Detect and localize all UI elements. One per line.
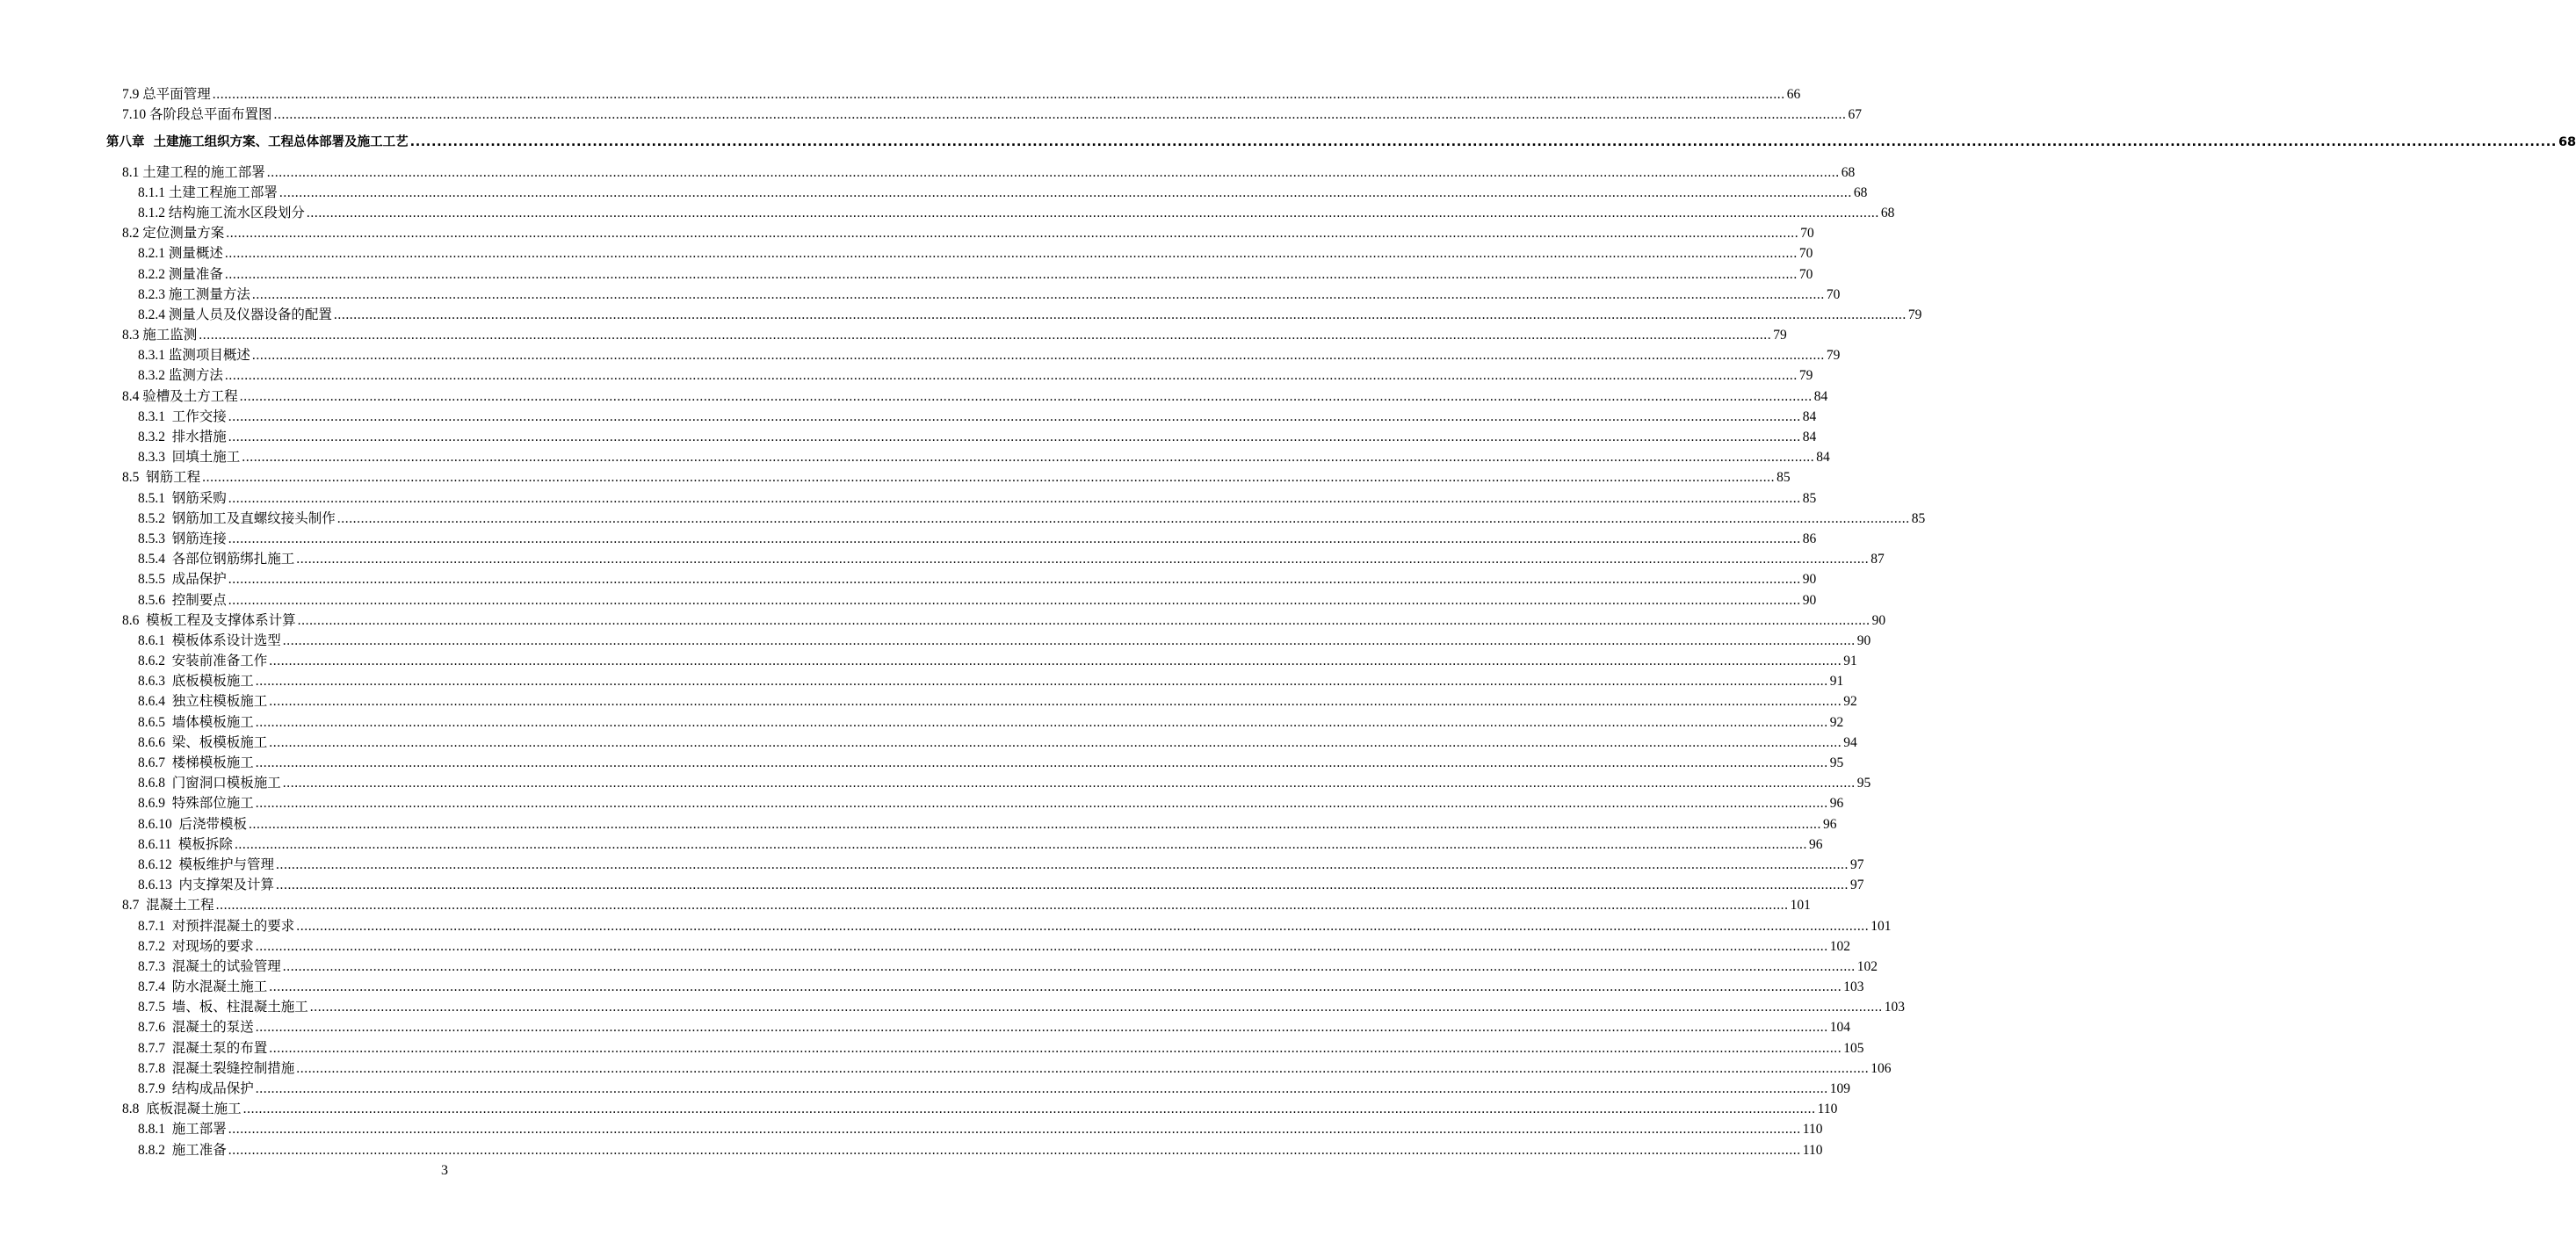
toc-entry-title: 8.6.2 安装前准备工作 (138, 654, 268, 669)
toc-entry-page: 87 (1870, 552, 1885, 567)
toc-entry-title: 8.6.6 梁、板模板施工 (138, 734, 268, 750)
toc-entry-title: 8.1.1 土建工程施工部署 (138, 184, 278, 200)
toc-dot-leader: ................................................................................................................................................................................................................................................................................................................................................................................................................ (282, 632, 1856, 648)
toc-dot-leader: ................................................................................................................................................................................................................................................................................................................................................................................................................ (269, 654, 1842, 669)
toc-entry[interactable] (0, 426, 1817, 446)
toc-entry-page: 90 (1802, 592, 1817, 608)
toc-entry-title: 8.5.2 钢筋加工及直螺纹接头制作 (138, 510, 336, 526)
toc-entry[interactable] (0, 1016, 1851, 1037)
toc-entry-page: 70 (1798, 246, 1813, 262)
toc-entry[interactable] (0, 936, 1851, 956)
toc-entry-title: 8.3.1 工作交接 (138, 408, 227, 424)
toc-entry-page: 85 (1776, 470, 1791, 486)
toc-entry-title: 8.7.7 混凝土泵的布置 (138, 1040, 268, 1056)
toc-entry-page: 97 (1850, 878, 1864, 893)
toc-entry-page: 109 (1829, 1081, 1851, 1096)
toc-entry-title: 8.7.1 对预拌混凝土的要求 (138, 918, 295, 934)
toc-entry-title: 8.7 混凝土工程 (122, 898, 214, 914)
toc-dot-leader: ................................................................................................................................................................................................................................................................................................................................................................................................................ (282, 958, 1856, 974)
toc-entry[interactable] (0, 568, 1817, 589)
toc-entry-title: 8.7.5 墙、板、柱混凝土施工 (138, 1000, 308, 1015)
toc-entry-page: 95 (1829, 755, 1844, 770)
toc-entry-page: 68 (2558, 135, 2576, 150)
toc-entry[interactable] (0, 508, 1926, 528)
toc-entry-page: 97 (1850, 856, 1864, 872)
toc-entry-title: 8.5 钢筋工程 (122, 470, 201, 486)
toc-entry-page: 84 (1816, 450, 1830, 466)
toc-entry-title: 8.7.3 混凝土的试验管理 (138, 958, 281, 974)
toc-entry-title: 8.6.12 模板维护与管理 (138, 856, 275, 872)
toc-entry[interactable] (0, 487, 1817, 507)
toc-chapter-entry[interactable] (0, 124, 2576, 161)
toc-dot-leader: ................................................................................................................................................................................................................................................................................................................................................................................................................ (255, 1020, 1828, 1036)
toc-entry-title: 8.6.11 模板拆除 (138, 836, 233, 852)
toc-dot-leader: ................................................................................................................................................................................................................................................................................................................................................................................................................ (409, 135, 2557, 150)
toc-entry-title: 8.7.4 防水混凝土施工 (138, 979, 268, 995)
toc-entry-title: 8.2.3 施工测量方法 (138, 286, 250, 302)
toc-dot-leader: ................................................................................................................................................................................................................................................................................................................................................................................................................ (228, 408, 1801, 424)
toc-dot-leader: ................................................................................................................................................................................................................................................................................................................................................................................................................ (228, 490, 1801, 506)
toc-entry-page: 84 (1813, 388, 1828, 404)
toc-entry-title: 8.3.2 排水措施 (138, 430, 227, 444)
toc-entry[interactable] (0, 914, 1892, 935)
toc-dot-leader: ................................................................................................................................................................................................................................................................................................................................................................................................................ (255, 755, 1828, 770)
toc-dot-leader: ................................................................................................................................................................................................................................................................................................................................................................................................................ (255, 1081, 1828, 1096)
toc-entry[interactable] (0, 161, 1856, 181)
toc-entry-page: 92 (1843, 694, 1857, 710)
toc-entry-page: 91 (1829, 674, 1844, 690)
toc-entry-page: 103 (1843, 979, 1864, 995)
toc-entry-page: 84 (1802, 430, 1817, 444)
toc-dot-leader: ................................................................................................................................................................................................................................................................................................................................................................................................................ (269, 1040, 1842, 1056)
toc-dot-leader: ................................................................................................................................................................................................................................................................................................................................................................................................................ (234, 836, 1807, 852)
toc-dot-leader: ................................................................................................................................................................................................................................................................................................................................................................................................................ (228, 430, 1801, 444)
toc-entry-page: 90 (1856, 632, 1871, 648)
toc-entry[interactable] (0, 752, 1844, 772)
toc-entry-page: 67 (1848, 107, 1863, 123)
toc-entry-page: 85 (1911, 510, 1926, 526)
toc-entry-page: 90 (1871, 612, 1886, 628)
toc-entry-title: 8.5.3 钢筋连接 (138, 531, 227, 546)
toc-entry-title: 8.7.9 结构成品保护 (138, 1081, 254, 1096)
toc-entry-page: 94 (1843, 734, 1857, 750)
toc-dot-leader: ................................................................................................................................................................................................................................................................................................................................................................................................................ (249, 816, 1822, 832)
toc-entry-title: 8.8 底板混凝土施工 (122, 1102, 242, 1117)
toc-entry[interactable] (0, 690, 1857, 711)
toc-entry-page: 91 (1843, 654, 1857, 669)
toc-entry[interactable] (0, 996, 1906, 1016)
toc-entry-title: 8.6.4 独立柱模板施工 (138, 694, 268, 710)
toc-entry[interactable] (0, 83, 1801, 104)
toc-dot-leader: ................................................................................................................................................................................................................................................................................................................................................................................................................ (269, 694, 1842, 710)
toc-entry[interactable] (0, 1058, 1892, 1078)
toc-dot-leader: ................................................................................................................................................................................................................................................................................................................................................................................................................ (309, 1000, 1883, 1015)
toc-dot-leader: ................................................................................................................................................................................................................................................................................................................................................................................................................ (306, 205, 1879, 220)
toc-dot-leader: ................................................................................................................................................................................................................................................................................................................................................................................................................ (333, 307, 1907, 322)
toc-entry-title: 8.1.2 结构施工流水区段划分 (138, 205, 305, 220)
toc-entry-page: 79 (1798, 368, 1813, 384)
toc-dot-leader: ................................................................................................................................................................................................................................................................................................................................................................................................................ (282, 776, 1856, 791)
toc-entry[interactable] (0, 365, 1813, 385)
toc-entry[interactable] (0, 792, 1844, 813)
toc-dot-leader: ................................................................................................................................................................................................................................................................................................................................................................................................................ (199, 328, 1772, 343)
toc-entry[interactable] (0, 894, 1811, 914)
toc-dot-leader: ................................................................................................................................................................................................................................................................................................................................................................................................................ (228, 531, 1801, 546)
toc-dot-leader: ................................................................................................................................................................................................................................................................................................................................................................................................................ (202, 470, 1776, 486)
toc-entry-title: 8.3.3 回填土施工 (138, 450, 241, 466)
toc-entry-title: 8.7.2 对现场的要求 (138, 938, 254, 954)
toc-entry-title: 8.8.1 施工部署 (138, 1122, 227, 1138)
toc-entry[interactable] (0, 304, 1922, 324)
toc-entry-page: 96 (1829, 796, 1844, 812)
toc-dot-leader: ................................................................................................................................................................................................................................................................................................................................................................................................................ (273, 107, 1847, 123)
toc-dot-leader: ................................................................................................................................................................................................................................................................................................................................................................................................................ (226, 226, 1799, 242)
toc-dot-leader: ................................................................................................................................................................................................................................................................................................................................................................................................................ (228, 592, 1801, 608)
toc-dot-leader: ................................................................................................................................................................................................................................................................................................................................................................................................................ (269, 979, 1842, 995)
toc-entry-page: 95 (1856, 776, 1871, 791)
toc-entry[interactable] (0, 854, 1864, 874)
toc-entry[interactable] (0, 650, 1857, 670)
toc-entry[interactable] (0, 732, 1857, 752)
toc-entry[interactable] (0, 670, 1844, 690)
toc-entry-page: 110 (1817, 1102, 1838, 1117)
toc-entry[interactable] (0, 406, 1817, 426)
toc-entry-title: 7.10 各阶段总平面布置图 (122, 107, 272, 123)
toc-entry-page: 92 (1829, 714, 1844, 730)
toc-entry[interactable] (0, 466, 1791, 487)
toc-dot-leader: ................................................................................................................................................................................................................................................................................................................................................................................................................ (215, 898, 1789, 914)
toc-entry-title: 8.7.8 混凝土裂缝控制措施 (138, 1060, 295, 1076)
toc-entry-title: 8.6.13 内支撑架及计算 (138, 878, 275, 893)
toc-entry[interactable] (0, 1078, 1851, 1098)
toc-entry[interactable] (0, 976, 1864, 996)
toc-entry-title: 8.6.1 模板体系设计选型 (138, 632, 281, 648)
toc-entry-title: 8.3.2 监测方法 (138, 368, 223, 384)
toc-entry-title: 8.5.1 钢筋采购 (138, 490, 227, 506)
toc-dot-leader: ................................................................................................................................................................................................................................................................................................................................................................................................................ (255, 796, 1828, 812)
toc-entry-page: 79 (1907, 307, 1922, 322)
toc-entry[interactable] (0, 1098, 1838, 1118)
toc-dot-leader: ................................................................................................................................................................................................................................................................................................................................................................................................................ (212, 87, 1785, 103)
toc-dot-leader: ................................................................................................................................................................................................................................................................................................................................................................................................................ (276, 878, 1849, 893)
toc-entry[interactable] (0, 344, 1841, 365)
toc-entry[interactable] (0, 202, 1895, 222)
toc-entry-page: 110 (1802, 1142, 1823, 1158)
toc-entry-page: 70 (1798, 266, 1813, 282)
toc-entry-page: 90 (1802, 572, 1817, 588)
toc-dot-leader: ................................................................................................................................................................................................................................................................................................................................................................................................................ (242, 450, 1815, 466)
toc-entry-title: 8.1 土建工程的施工部署 (122, 164, 265, 180)
toc-entry-page: 66 (1786, 87, 1801, 103)
toc-entry-title: 8.6.7 楼梯模板施工 (138, 755, 254, 770)
toc-entry[interactable] (0, 834, 1823, 854)
toc-entry-title: 8.6.10 后浇带模板 (138, 816, 248, 832)
toc-entry-page: 96 (1823, 816, 1837, 832)
toc-dot-leader: ................................................................................................................................................................................................................................................................................................................................................................................................................ (224, 266, 1798, 282)
toc-entry[interactable] (0, 711, 1844, 731)
toc-dot-leader: ................................................................................................................................................................................................................................................................................................................................................................................................................ (255, 714, 1828, 730)
toc-entry[interactable] (0, 263, 1813, 283)
toc-entry[interactable] (0, 104, 1863, 124)
toc-entry-page: 85 (1802, 490, 1817, 506)
toc-entry-title: 8.7.6 混凝土的泵送 (138, 1020, 254, 1036)
toc-entry-page: 79 (1773, 328, 1787, 343)
toc-entry[interactable] (0, 772, 1871, 792)
toc-dot-leader: ................................................................................................................................................................................................................................................................................................................................................................................................................ (296, 918, 1870, 934)
toc-dot-leader: ................................................................................................................................................................................................................................................................................................................................................................................................................ (228, 1142, 1801, 1158)
toc-entry-title: 8.2 定位测量方案 (122, 226, 225, 242)
toc-entry-page: 102 (1856, 958, 1878, 974)
toc-entry-page: 70 (1800, 226, 1814, 242)
toc-entry-title: 8.2.2 测量准备 (138, 266, 223, 282)
toc-entry[interactable] (0, 813, 1837, 833)
toc-entry-page: 68 (1841, 164, 1856, 180)
toc-entry[interactable] (0, 324, 1787, 344)
toc-entry[interactable] (0, 874, 1864, 894)
toc-entry[interactable] (0, 956, 1878, 976)
toc-entry[interactable] (0, 1037, 1864, 1057)
toc-dot-leader: ................................................................................................................................................................................................................................................................................................................................................................................................................ (276, 856, 1849, 872)
toc-entry-page: 103 (1884, 1000, 1906, 1015)
page-number: 3 (441, 1163, 448, 1178)
toc-entry[interactable] (0, 548, 1885, 568)
toc-dot-leader: ................................................................................................................................................................................................................................................................................................................................................................................................................ (296, 1060, 1870, 1076)
toc-dot-leader: ................................................................................................................................................................................................................................................................................................................................................................................................................ (255, 938, 1828, 954)
toc-entry-title: 8.5.5 成品保护 (138, 572, 227, 588)
toc-entry-title: 8.3.1 监测项目概述 (138, 348, 250, 364)
toc-entry[interactable] (0, 630, 1871, 650)
toc-entry[interactable] (0, 284, 1841, 304)
toc-entry-page: 101 (1870, 918, 1892, 934)
toc-entry-title: 8.2.4 测量人员及仪器设备的配置 (138, 307, 332, 322)
toc-entry-title: 第八章 土建施工组织方案、工程总体部署及施工工艺 (106, 135, 409, 150)
toc-entry-page: 96 (1808, 836, 1823, 852)
toc-dot-leader: ................................................................................................................................................................................................................................................................................................................................................................................................................ (266, 164, 1840, 180)
toc-entry-title: 8.6.8 门窗洞口模板施工 (138, 776, 281, 791)
toc-entry-page: 70 (1826, 286, 1841, 302)
toc-entry-page: 105 (1843, 1040, 1864, 1056)
toc-entry-title: 8.6.9 特殊部位施工 (138, 796, 254, 812)
toc-entry-title: 8.8.2 施工准备 (138, 1142, 227, 1158)
toc-entry-title: 8.5.4 各部位钢筋绑扎施工 (138, 552, 295, 567)
toc-entry-title: 8.6 模板工程及支撑体系计算 (122, 612, 296, 628)
toc-entry-page: 104 (1829, 1020, 1851, 1036)
toc-dot-leader: ................................................................................................................................................................................................................................................................................................................................................................................................................ (296, 552, 1870, 567)
toc-entry-page: 110 (1802, 1122, 1823, 1138)
toc-entry[interactable] (0, 446, 1830, 466)
toc-entry-page: 102 (1829, 938, 1851, 954)
toc-dot-leader: ................................................................................................................................................................................................................................................................................................................................................................................................................ (228, 1122, 1801, 1138)
toc-entry[interactable] (0, 1138, 1823, 1159)
toc-entry-title: 8.6.5 墙体模板施工 (138, 714, 254, 730)
toc-entry-title: 8.3 施工监测 (122, 328, 198, 343)
toc-entry-title: 8.2.1 测量概述 (138, 246, 223, 262)
toc-entry[interactable] (0, 528, 1817, 548)
toc-entry[interactable] (0, 1118, 1823, 1138)
toc-dot-leader: ................................................................................................................................................................................................................................................................................................................................................................................................................ (336, 510, 1910, 526)
toc-entry[interactable] (0, 242, 1813, 263)
toc-dot-leader: ................................................................................................................................................................................................................................................................................................................................................................................................................ (239, 388, 1813, 404)
toc-entry-title: 8.5.6 控制要点 (138, 592, 227, 608)
toc-dot-leader: ................................................................................................................................................................................................................................................................................................................................................................................................................ (279, 184, 1852, 200)
toc-dot-leader: ................................................................................................................................................................................................................................................................................................................................................................................................................ (269, 734, 1842, 750)
toc-entry-page: 106 (1870, 1060, 1892, 1076)
toc-entry[interactable] (0, 222, 1814, 242)
toc-entry-title: 7.9 总平面管理 (122, 87, 211, 103)
toc-entry[interactable] (0, 385, 1828, 405)
toc-dot-leader: ................................................................................................................................................................................................................................................................................................................................................................................................................ (251, 348, 1825, 364)
toc-entry-title: 8.6.3 底板模板施工 (138, 674, 254, 690)
toc-dot-leader: ................................................................................................................................................................................................................................................................................................................................................................................................................ (255, 674, 1828, 690)
toc-dot-leader: ................................................................................................................................................................................................................................................................................................................................................................................................................ (224, 246, 1798, 262)
table-of-contents (0, 83, 2576, 1159)
toc-entry-page: 84 (1802, 408, 1817, 424)
toc-entry[interactable] (0, 610, 1886, 630)
toc-entry-title: 8.4 验槽及土方工程 (122, 388, 238, 404)
toc-dot-leader: ................................................................................................................................................................................................................................................................................................................................................................................................................ (224, 368, 1798, 384)
toc-dot-leader: ................................................................................................................................................................................................................................................................................................................................................................................................................ (228, 572, 1801, 588)
toc-entry-page: 86 (1802, 531, 1817, 546)
toc-entry-page: 79 (1826, 348, 1841, 364)
toc-dot-leader: ................................................................................................................................................................................................................................................................................................................................................................................................................ (242, 1102, 1816, 1117)
toc-entry[interactable] (0, 589, 1817, 609)
toc-entry-page: 101 (1790, 898, 1811, 914)
toc-dot-leader: ................................................................................................................................................................................................................................................................................................................................................................................................................ (297, 612, 1870, 628)
toc-entry-page: 68 (1853, 184, 1868, 200)
toc-entry[interactable] (0, 182, 1868, 202)
toc-dot-leader: ................................................................................................................................................................................................................................................................................................................................................................................................................ (251, 286, 1825, 302)
toc-entry-page: 68 (1880, 205, 1895, 220)
